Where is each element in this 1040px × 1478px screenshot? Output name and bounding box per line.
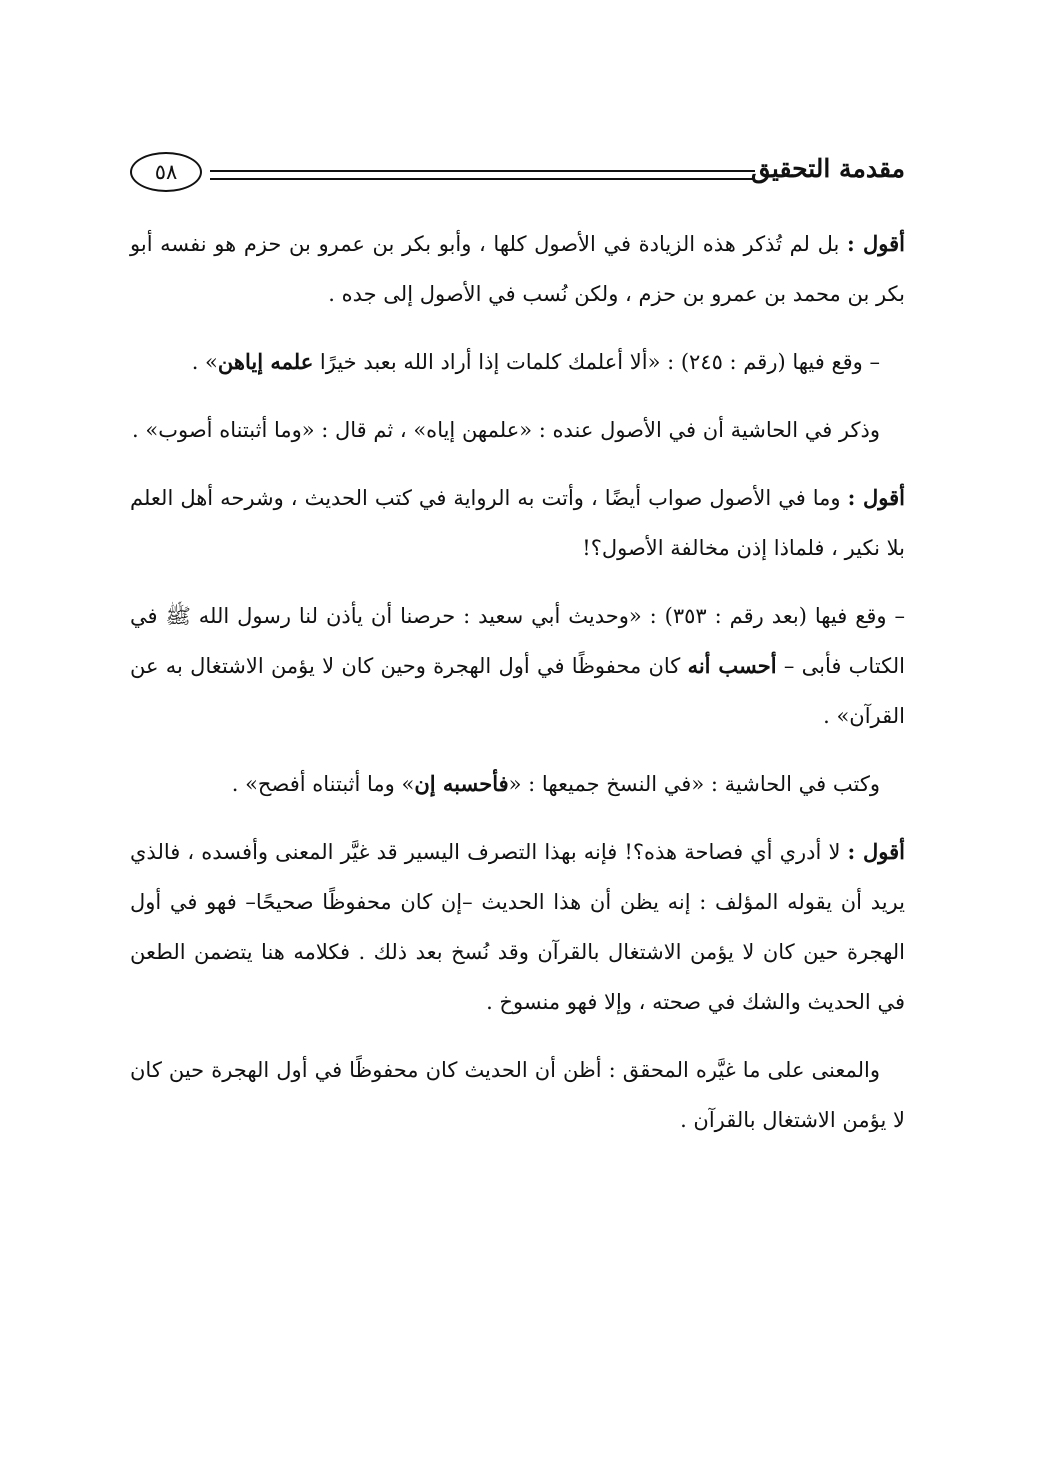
paragraph-lead: أقول : bbox=[847, 839, 905, 864]
paragraph-2 bbox=[130, 337, 905, 387]
paragraph-8 bbox=[130, 1045, 905, 1145]
paragraph-text: لا أدري أي فصاحة هذه؟! فإنه بهذا التصرف اليسير قد غيَّر المعنى وأفسده ، فالذي يريد أن يقوله المؤلف : إنه يظن أن هذا الحديث –إن كان محفوظًا صحيحًا– فهو في أول الهجرة حين كان لا يؤمن الاشتغال بالقرآن وقد نُسخ بعد ذلك . فكلامه هنا يتضمن الطعن في الحديث والشك في صحته ، وإلا فهو منسوخ . bbox=[130, 840, 905, 1014]
paragraph-text: وما في الأصول صواب أيضًا ، وأتت به الرواية في كتب الحديث ، وشرحه أهل العلم بلا نكير ، فلماذا إذن مخالفة الأصول؟! bbox=[130, 486, 905, 560]
paragraph-text: – وقع فيها (بعد رقم : ٣٥٣) : «وحديث أبي سعيد : حرصنا أن يأذن لنا رسول الله ﷺ في الكتاب فأبى – bbox=[130, 604, 905, 678]
paragraph-7 bbox=[130, 827, 905, 1027]
paragraph-tail: » وما أثبتناه أفصح» . bbox=[231, 772, 415, 796]
paragraph-5 bbox=[130, 591, 905, 741]
paragraph-tail: كان محفوظًا في أول الهجرة وحين كان لا يؤمن الاشتغال به عن القرآن» . bbox=[130, 654, 905, 728]
page-header bbox=[130, 150, 905, 200]
header-double-rule bbox=[210, 170, 755, 180]
paragraph-bold-phrase: علمه إياهن bbox=[217, 349, 314, 374]
section-title: مقدمة التحقيق bbox=[751, 154, 905, 183]
paragraph-1 bbox=[130, 219, 905, 319]
paragraph-bold-phrase: فأحسبه إن bbox=[414, 771, 509, 796]
paragraph-lead: أقول : bbox=[846, 231, 905, 256]
paragraph-text: وكتب في الحاشية : «في النسخ جميعها : « bbox=[508, 772, 880, 796]
paragraph-text: بل لم تُذكر هذه الزيادة في الأصول كلها ، وأبو بكر بن عمرو بن حزم هو نفسه أبو بكر بن محمد بن عمرو بن حزم ، ولكن نُسب في الأصول إلى جده . bbox=[130, 232, 905, 306]
paragraph-4 bbox=[130, 473, 905, 573]
paragraph-text: والمعنى على ما غيَّره المحقق : أظن أن الحديث كان محفوظًا في أول الهجرة حين كان لا يؤمن الاشتغال بالقرآن . bbox=[130, 1058, 905, 1132]
paragraph-tail: » . bbox=[191, 350, 218, 374]
paragraph-lead: أقول : bbox=[847, 485, 905, 510]
page-number: ٥٨ bbox=[130, 152, 202, 192]
paragraph-text: – وقع فيها (رقم : ٢٤٥) : «ألا أعلمك كلمات إذا أراد الله بعبد خيرًا bbox=[313, 350, 880, 374]
page-body bbox=[130, 219, 905, 1163]
paragraph-3 bbox=[130, 405, 905, 455]
paragraph-text: وذكر في الحاشية أن في الأصول عنده : «علمهن إياه» ، ثم قال : «وما أثبتناه أصوب» . bbox=[132, 418, 880, 442]
paragraph-bold-phrase: أحسب أنه bbox=[687, 653, 777, 678]
paragraph-6 bbox=[130, 759, 905, 809]
